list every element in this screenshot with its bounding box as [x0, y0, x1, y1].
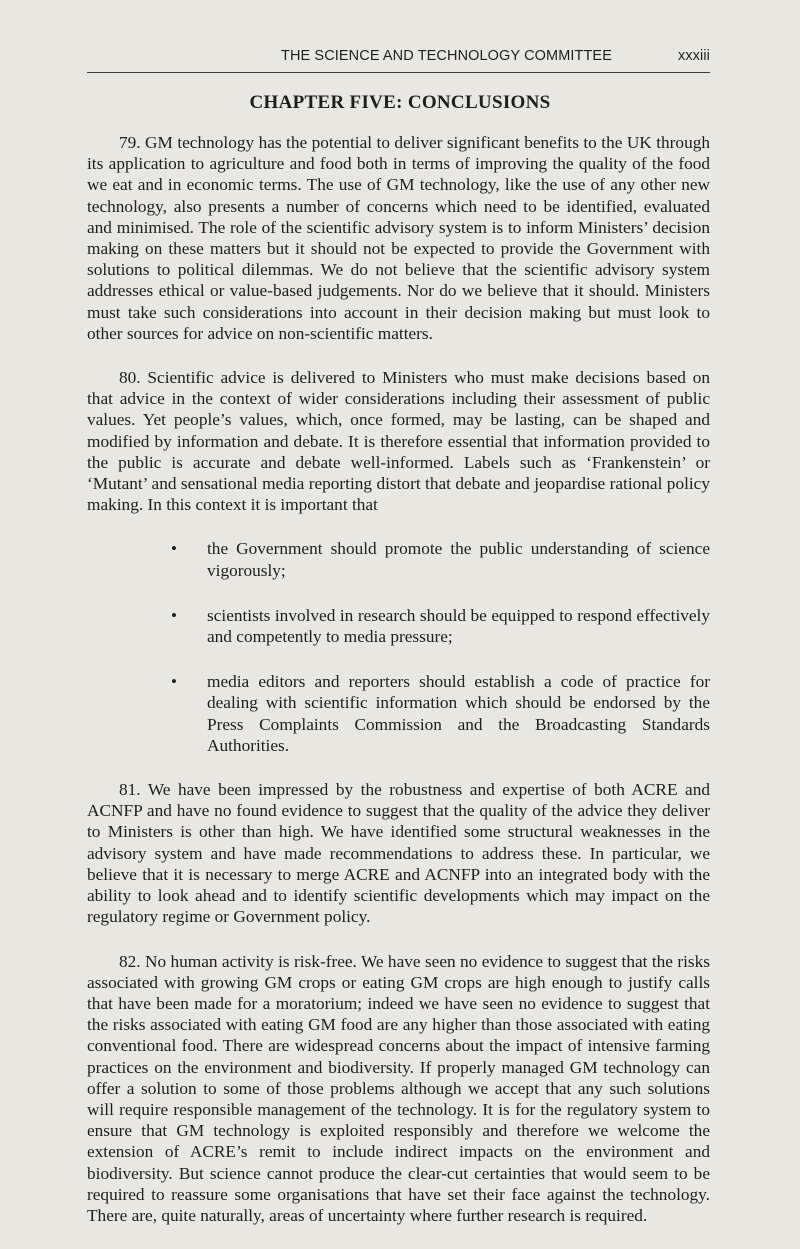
- paragraph-81: 81. We have been impressed by the robustness and expertise of both ACRE and ACNFP and have no found evidence to suggest that the quality of the advice they deliver to Ministers is other than high. We have identified some structural weaknesses in the advisory system and have made recommendations to address these. In particular, we believe that it is necessary to merge ACRE and ACNFP into an integrated body with the ability to look ahead and to identify scientific developments which may impact on the regulatory regime or Government policy.: [87, 780, 710, 927]
- header-rule: [87, 72, 710, 73]
- recommendation-list: [87, 538, 710, 756]
- header-title: THE SCIENCE AND TECHNOLOGY COMMITTEE: [281, 48, 612, 64]
- bullet-icon: •: [171, 539, 177, 559]
- chapter-title: CHAPTER FIVE: CONCLUSIONS: [249, 92, 551, 113]
- bullet-icon: •: [171, 605, 177, 625]
- list-item-text: the Government should promote the public understanding of science vigorously;: [207, 539, 710, 580]
- list-item: [87, 538, 710, 580]
- list-item-text: media editors and reporters should establish a code of practice for dealing with scientific information which should be endorsed by the Press Complaints Commission and the Broadcasting Standards Authorities.: [207, 672, 710, 755]
- bullet-icon: •: [171, 672, 177, 692]
- list-item-text: scientists involved in research should be equipped to respond effectively and competently to media pressure;: [207, 605, 710, 647]
- chapter-body: [87, 132, 710, 1249]
- paragraph-79: 79. GM technology has the potential to deliver significant benefits to the UK through its application to agriculture and food both in terms of improving the quality of the food we eat and in economic terms. The use of GM technology, like the use of any other new technology, also presents a number of concerns which need to be identified, evaluated and minimised. The role of the scientific advisory system is to inform Ministers’ decision making on these matters but it should not be expected to provide the Government with solutions to political dilemmas. We do not believe that the scientific advisory system addresses ethical or value-based judgements. Nor do we believe that it should. Ministers must take such considerations into account in their decision making but must look to other sources for advice on non-scientific matters.: [87, 133, 710, 343]
- list-item: [87, 671, 710, 756]
- list-item: [87, 605, 710, 647]
- page-number: xxxiii: [677, 48, 710, 64]
- paragraph-82: 82. No human activity is risk-free. We have seen no evidence to suggest that the risks associated with growing GM crops or eating GM crops are high enough to justify calls that have been made for a moratorium; indeed we have seen no evidence to suggest that the risks associated with eating GM food are any higher than those associated with eating conventional food. There are widespread concerns about the impact of intensive farming practices on the environment and biodiversity. If properly managed GM technology can offer a solution to some of those problems although we accept that any such solutions will require responsible management of the technology. It is for the regulatory system to ensure that GM technology is exploited responsibly and therefore we welcome the extension of ACRE’s remit to include indirect impacts on the environment and biodiversity. But science cannot produce the clear-cut certainties that would seem to be required to reassure some organisations that have set their face against the technology. There are, quite naturally, areas of uncertainty where further research is required.: [87, 951, 710, 1225]
- paragraph-80: 80. Scientific advice is delivered to Ministers who must make decisions based on that advice in the context of wider considerations including their assessment of public values. Yet people’s values, which, once formed, may be lasting, can be shaped and modified by information and debate. It is therefore essential that information provided to the public is accurate and debate well-informed. Labels such as ‘Frankenstein’ or ‘Mutant’ and sensational media reporting distort that debate and jeopardise rational policy making. In this context it is important that: [87, 368, 710, 515]
